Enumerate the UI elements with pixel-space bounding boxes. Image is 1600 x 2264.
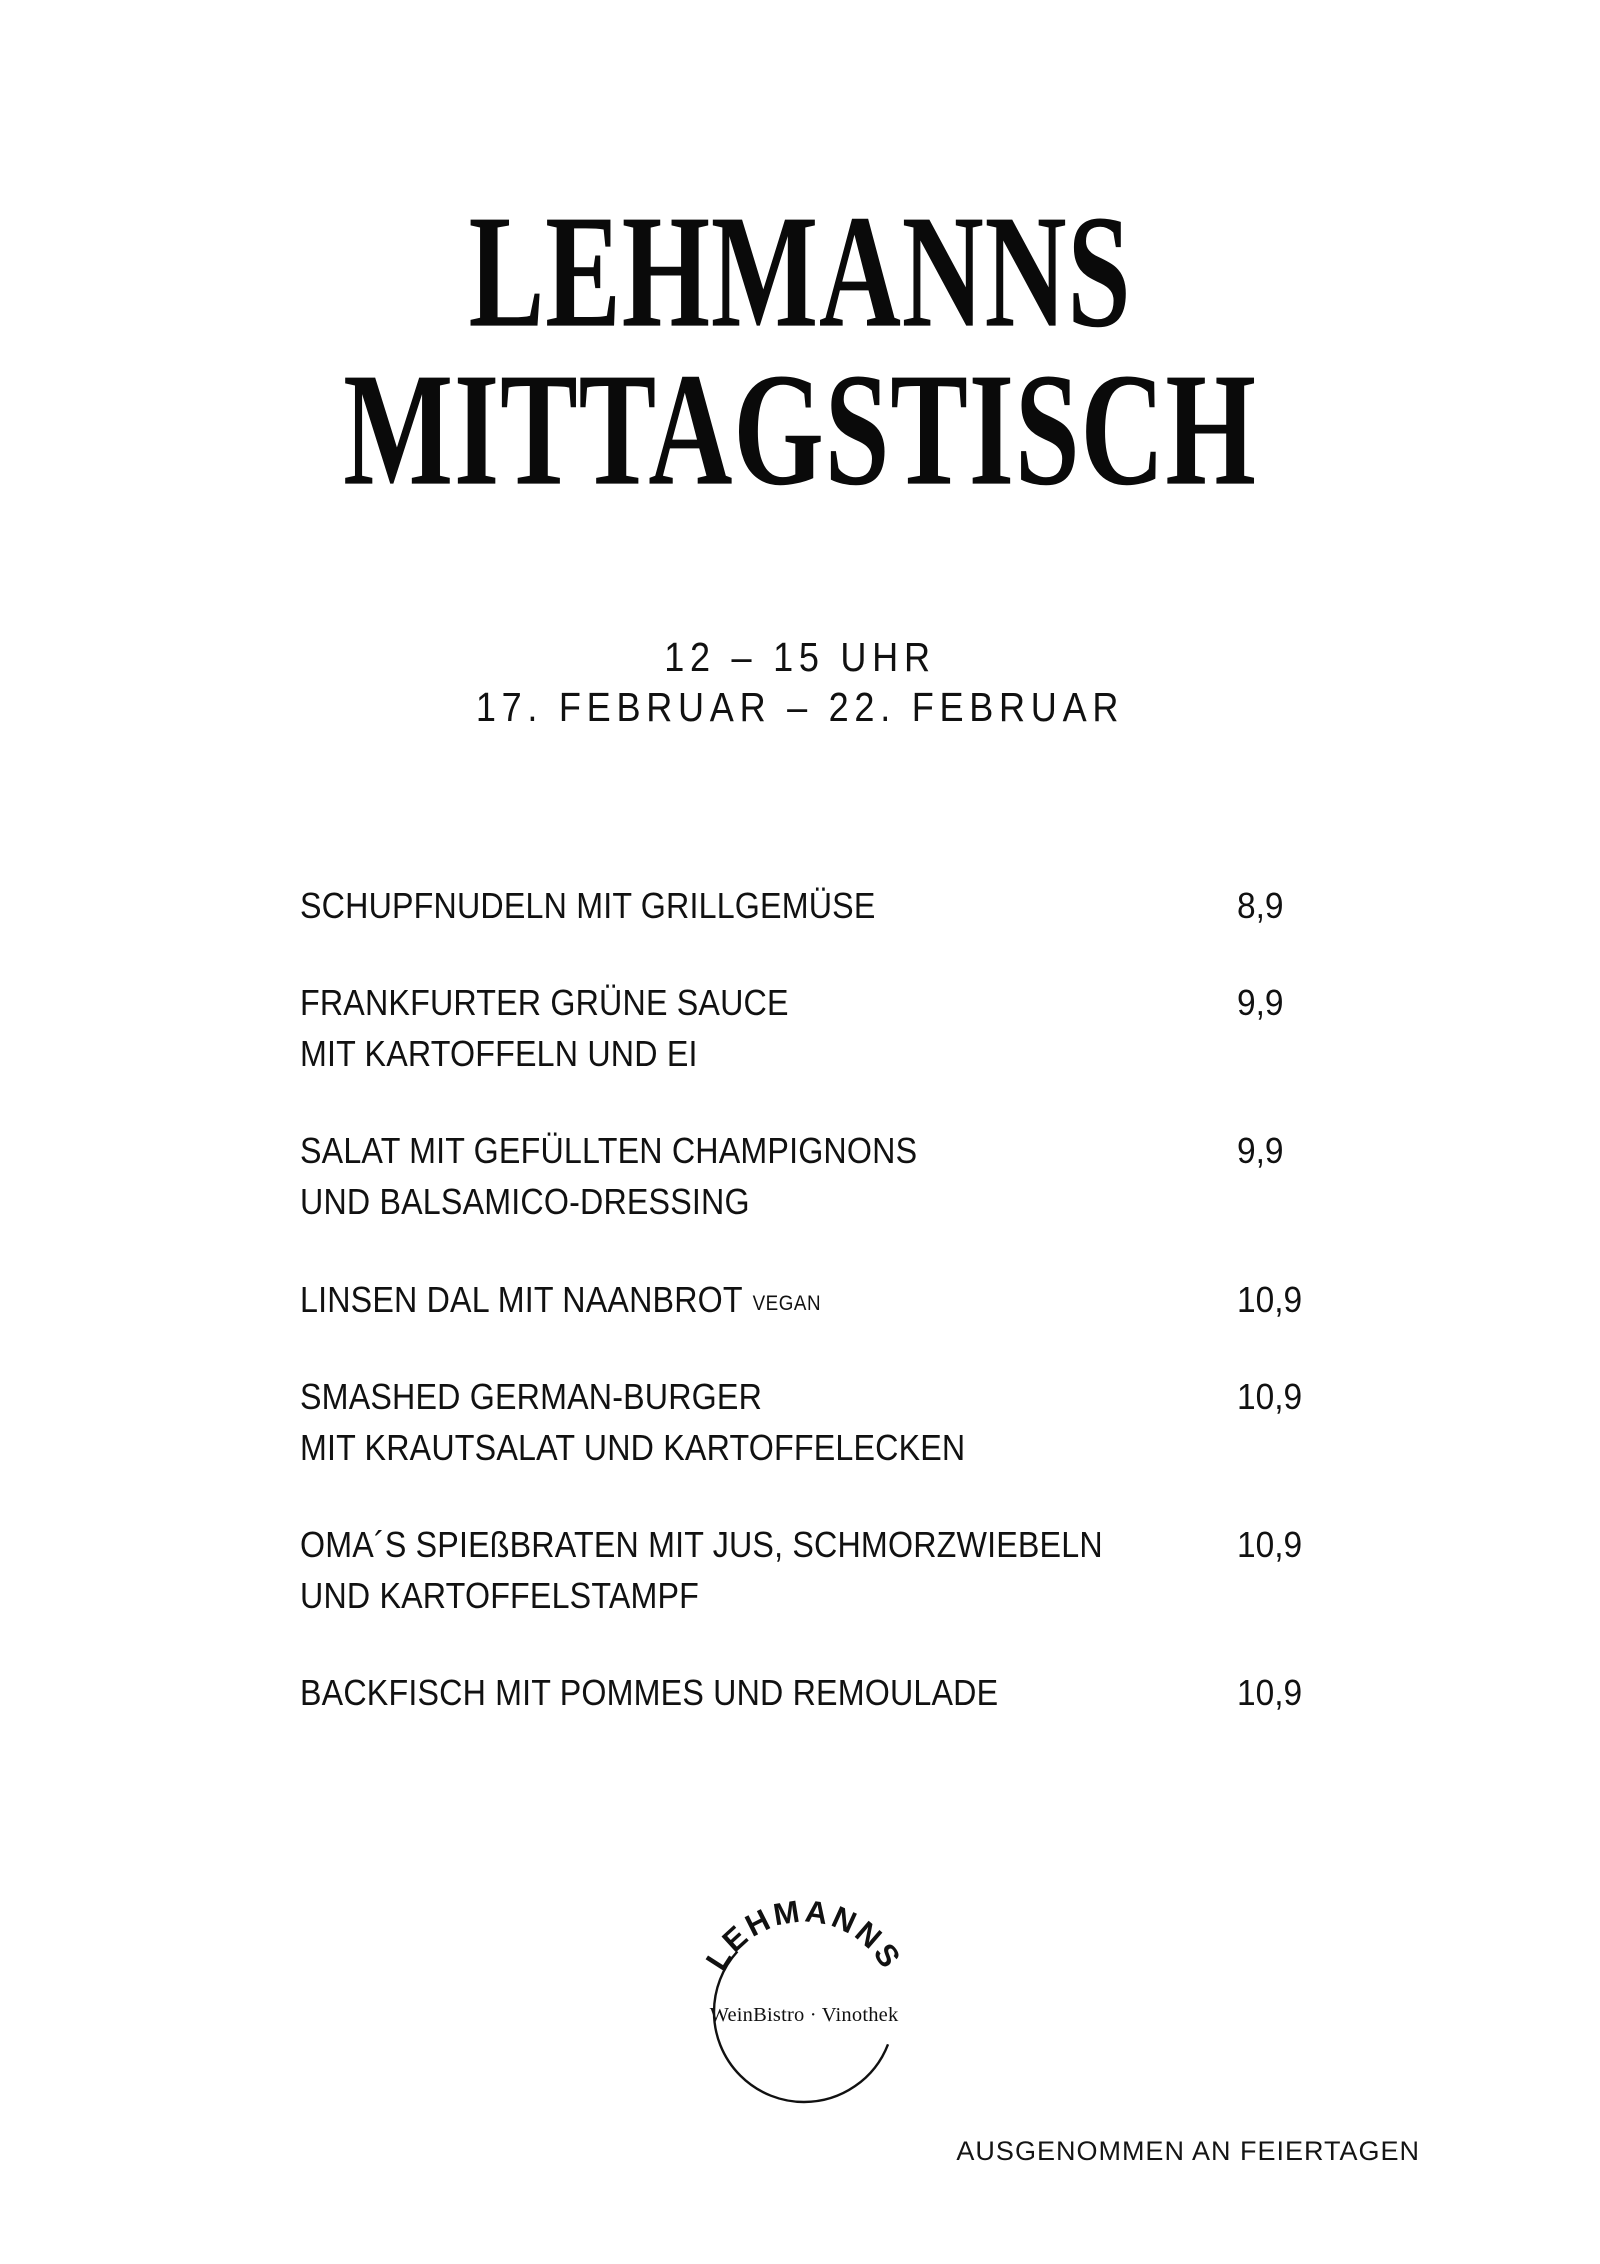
menu-item-line-primary: SCHUPFNUDELN MIT GRILLGEMÜSE: [300, 885, 876, 926]
menu-item-name: [300, 977, 1180, 1079]
page-title: [0, 180, 1600, 519]
menu-item-line-secondary: UND KARTOFFELSTAMPF: [300, 1574, 700, 1616]
menu-item-price: 8,9: [1237, 885, 1284, 926]
menu-item: [300, 1371, 1420, 1473]
menu-item: [300, 1667, 1420, 1718]
menu-item-price: 10,9: [1237, 1278, 1303, 1320]
date-range: 17. FEBRUAR – 22. FEBRUAR: [475, 684, 1125, 731]
menu-item-name: [300, 1371, 1180, 1473]
menu-item-price: 10,9: [1237, 1375, 1303, 1417]
menu-item-line-secondary: MIT KRAUTSALAT UND KARTOFFELECKEN: [300, 1426, 966, 1468]
logo-badge-icon: [686, 1890, 922, 2126]
menu-item-line-primary: OMA´S SPIEßBRATEN MIT JUS, SCHMORZWIEBELN: [300, 1523, 1103, 1565]
menu-item-name: [300, 1667, 1180, 1718]
menu-item-line-primary: BACKFISCH MIT POMMES UND REMOULADE: [300, 1672, 999, 1714]
menu-item: [300, 977, 1420, 1079]
footer-note: AUSGENOMMEN AN FEIERTAGEN: [956, 2136, 1420, 2166]
menu-item-name: [300, 1274, 1180, 1325]
menu-item-price: 10,9: [1237, 1672, 1303, 1714]
menu-item-name: [300, 1519, 1180, 1621]
menu-item-line-primary: SALAT MIT GEFÜLLTEN CHAMPIGNONS: [300, 1130, 918, 1172]
menu-item-price: 9,9: [1237, 1130, 1284, 1172]
title-line-lehmanns: LEHMANNS: [468, 180, 1132, 361]
logo-subtitle: WeinBistro · Vinothek: [709, 2004, 899, 2026]
menu-item-line-secondary: MIT KARTOFFELN UND EI: [300, 1033, 698, 1075]
menu-list: [300, 880, 1420, 1718]
title-line-mittagstisch: MITTAGSTISCH: [343, 338, 1257, 519]
menu-item-line-secondary: UND BALSAMICO-DRESSING: [300, 1181, 750, 1223]
menu-item-line-primary: SMASHED GERMAN-BURGER: [300, 1375, 763, 1417]
footer: [0, 2136, 1600, 2167]
diet-tag: VEGAN: [752, 1291, 822, 1315]
menu-item: [300, 1519, 1420, 1621]
menu-item: [300, 1125, 1420, 1227]
menu-item-name: [300, 1125, 1180, 1227]
subtitle-block: [0, 632, 1600, 732]
menu-item-line-primary: LINSEN DAL MIT NAANBROT VEGAN: [300, 1278, 822, 1320]
menu-item-price: 10,9: [1237, 1523, 1303, 1565]
menu-item-line-primary: FRANKFURTER GRÜNE SAUCE: [300, 982, 789, 1024]
opening-hours: 12 – 15 UHR: [664, 634, 936, 680]
menu-item: [300, 880, 1420, 931]
menu-item-name: [300, 880, 1180, 931]
menu-item: [300, 1274, 1420, 1325]
menu-item-price: 9,9: [1237, 982, 1284, 1024]
lehmanns-logo: [686, 1890, 922, 2126]
logo-arc-text: LEHMANNS: [698, 1893, 910, 1977]
